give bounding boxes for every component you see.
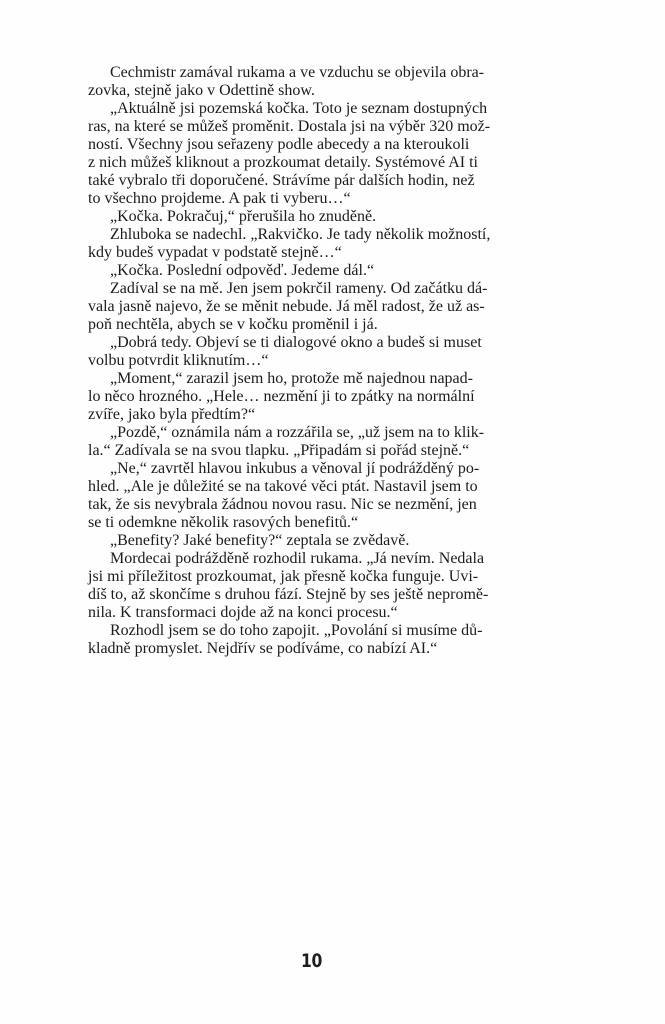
text-line: „Pozdě,“ oznámila nám a rozzářila se, „už jsem na to klik- xyxy=(110,424,485,441)
text-line: hled. „Ale je důležité se na takové věci ptát. Nastavil jsem to xyxy=(88,478,478,495)
text-line: Cechmistr zamával rukama a ve vzduchu se objevila obra- xyxy=(110,64,485,81)
text-line: tak, že sis nevybrala žádnou novou rasu. Nic se nezmění, jen xyxy=(88,496,477,513)
text-line: lo něco hrozného. „Hele… nezmění ji to zpátky na normální xyxy=(88,388,475,405)
text-line: „Kočka. Pokračuj,“ přerušila ho znuděně. xyxy=(110,208,377,225)
body-text-block xyxy=(88,64,577,658)
text-line: se ti odemkne několik rasových benefitů.“ xyxy=(88,514,359,531)
text-line: kdy budeš vypadat v podstatě stejně…“ xyxy=(88,244,342,261)
text-line: kladně promyslet. Nejdřív se podíváme, co nabízí AI.“ xyxy=(88,640,438,657)
text-line: „Aktuálně jsi pozemská kočka. Toto je seznam dostupných xyxy=(110,100,488,117)
text-line: zvíře, jako byla předtím?“ xyxy=(88,406,256,423)
text-line: jsi mi příležitost prozkoumat, jak přesně kočka funguje. Uvi- xyxy=(88,568,479,585)
text-line: „Benefity? Jaké benefity?“ zeptala se zvědavě. xyxy=(110,532,410,549)
text-line: „Dobrá tedy. Objeví se ti dialogové okno a budeš si muset xyxy=(110,334,482,351)
text-line: Zadíval se na mě. Jen jsem pokrčil rameny. Od začátku dá- xyxy=(110,280,488,297)
text-line: poň nechtěla, abych se v kočku proměnil i já. xyxy=(88,316,378,333)
text-line: la.“ Zadívala se na svou tlapku. „Připadám si pořád stejně.“ xyxy=(88,442,470,459)
text-line: Mordecai podrážděně rozhodil rukama. „Já nevím. Nedala xyxy=(110,550,485,567)
page-number-folio: 10 xyxy=(301,950,322,972)
text-line: zovka, stejně jako v Odettině show. xyxy=(88,82,315,99)
text-line: „Kočka. Poslední odpověď. Jedeme dál.“ xyxy=(110,262,375,279)
text-line: to všechno projdeme. A pak ti vyberu…“ xyxy=(88,190,351,207)
text-line: nila. K transformaci dojde až na konci procesu.“ xyxy=(88,604,398,621)
text-line: ností. Všechny jsou seřazeny podle abecedy a na kteroukoli xyxy=(88,136,470,153)
text-line: také vybralo tři doporučené. Strávíme pár dalších hodin, než xyxy=(88,172,475,189)
text-line: Rozhodl jsem se do toho zapojit. „Povolání si musíme dů- xyxy=(110,622,483,639)
text-line: volbu potvrdit kliknutím…“ xyxy=(88,352,269,369)
text-line: díš to, až skončíme s druhou fází. Stejně by ses ještě nepromě- xyxy=(88,586,489,603)
text-line: „Ne,“ zavrtěl hlavou inkubus a věnoval jí podrážděný po- xyxy=(110,460,480,477)
text-line: vala jasně najevo, že se měnit nebude. Já měl radost, že už as- xyxy=(88,298,485,315)
text-line: „Moment,“ zarazil jsem ho, protože mě najednou napad- xyxy=(110,370,473,387)
text-line: ras, na které se můžeš proměnit. Dostala jsi na výběr 320 mož- xyxy=(88,118,491,135)
text-line: Zhluboka se nadechl. „Rakvičko. Je tady několik možností, xyxy=(110,226,491,243)
text-line: z nich můžeš kliknout a prozkoumat detaily. Systémové AI ti xyxy=(88,154,478,171)
